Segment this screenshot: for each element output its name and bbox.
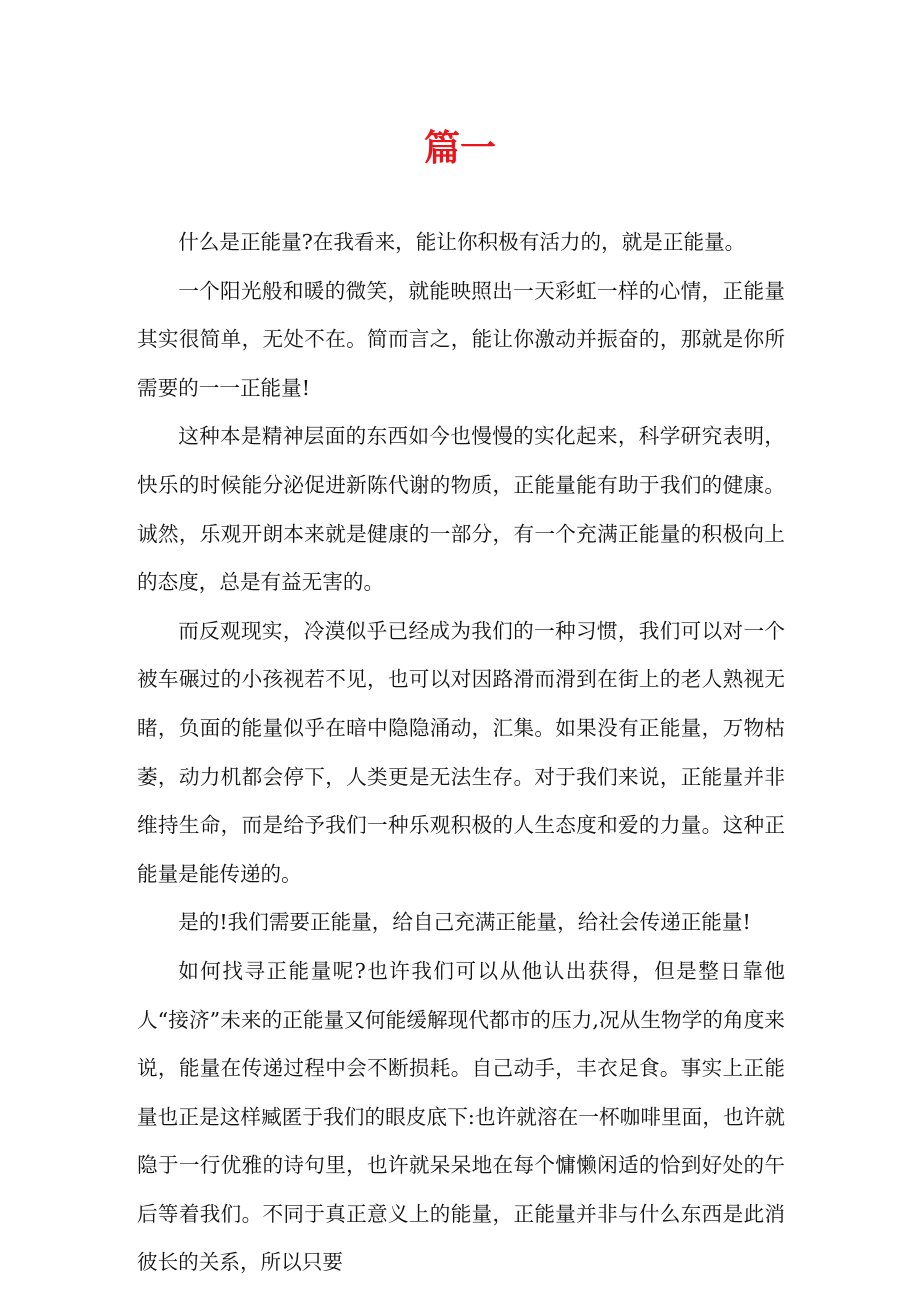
paragraph-3: 这种本是精神层面的东西如今也慢慢的实化起来，科学研究表明，快乐的时候能分泌促进新陈代谢的物质，正能量能有助于我们的健康。诚然，乐观开朗本来就是健康的一部分，有一个充满正能量的积极向上的态度，总是有益无害的。 <box>137 424 785 595</box>
paragraph-1: 什么是正能量?在我看来，能让你积极有活力的，就是正能量。 <box>178 230 746 254</box>
paragraph-6: 如何找寻正能量呢?也许我们可以从他认出获得，但是整日靠他人“接济”未来的正能量又何能缓解现代都市的压力,况从生物学的角度来说，能量在传递过程中会不断损耗。自己动手，丰衣足食。事实上正能量也正是这样臧匿于我们的眼皮底下:也许就溶在一杯咖啡里面，也许就隐于一行优雅的诗句里，也许就呆呆地在每个慵懒闲适的恰到好处的午后等着我们。不同于真正意义上的能量，正能量并非与什么东西是此消彼长的关系，所以只要 <box>137 958 785 1275</box>
paragraph-4: 而反观现实，冷漠似乎已经成为我们的一种习惯，我们可以对一个被车碾过的小孩视若不见，也可以对因路滑而滑到在街上的老人熟视无睹，负面的能量似乎在暗中隐隐涌动，汇集。如果没有正能量，万物枯萎，动力机都会停下，人类更是无法生存。对于我们来说，正能量并非维持生命，而是给予我们一种乐观积极的人生态度和爱的力量。这种正能量是能传递的。 <box>137 618 785 886</box>
paragraph-5: 是的!我们需要正能量，给自己充满正能量，给社会传递正能量! <box>178 910 751 935</box>
document-body <box>137 218 785 1287</box>
page-title: 篇一 <box>423 128 496 169</box>
paragraph-2: 一个阳光般和暖的微笑，就能映照出一天彩虹一样的心情，正能量其实很简单，无处不在。简而言之，能让你激动并振奋的，那就是你所需要的一一正能量! <box>137 278 785 400</box>
